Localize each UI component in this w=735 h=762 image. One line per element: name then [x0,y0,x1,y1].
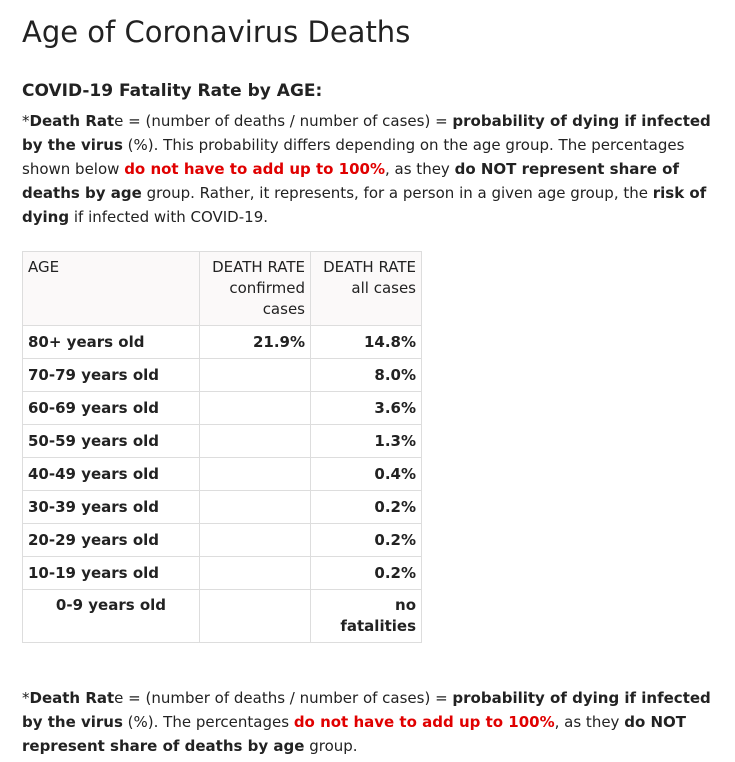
intro-as-they-text: , as they [385,160,455,178]
confirmed-rate-cell [200,458,311,491]
table-row [23,491,422,524]
column-header-age: AGE [23,252,200,326]
intro-probability-definition: probability of dying if infected by the virus [22,112,711,154]
confirmed-rate-cell [200,359,311,392]
footer-formula-text: e = (number of deaths / number of cases) = [114,689,453,707]
intro-explanation-text: (%). This probability differs depending on the age group. The percentages shown below [22,136,685,178]
footer-death-rate-term: Death Rat [29,689,115,707]
section-heading: COVID-19 Fatality Rate by AGE: [22,81,323,101]
table-body [23,326,422,643]
all-rate-cell: 0.2% [311,524,422,557]
confirmed-rate-cell [200,524,311,557]
column-header-all [311,252,422,326]
intro-rather-text: group. Rather, it represents, for a person in a given age group, the [141,184,653,202]
age-cell: 70-79 years old [23,359,200,392]
table-row [23,425,422,458]
all-rate-cell: 14.8% [311,326,422,359]
table-row [23,458,422,491]
confirmed-rate-cell [200,425,311,458]
table-row [23,359,422,392]
confirmed-rate-cell [200,557,311,590]
footer-not-share-text: do NOT represent share of deaths by age [22,713,687,755]
table-header [23,252,422,326]
intro-risk-term: risk of dying [22,184,707,226]
intro-formula-text: e = (number of deaths / number of cases) = [114,112,453,130]
table-header-row [23,252,422,326]
footer-paragraph [22,686,713,758]
footer-probability-definition: probability of dying if infected by the virus [22,689,711,731]
fatality-rate-table [22,251,422,643]
age-cell: 60-69 years old [23,392,200,425]
age-cell: 0-9 years old [23,590,200,643]
table-row [23,392,422,425]
intro-not-share-text: do NOT represent share of deaths by age [22,160,680,202]
all-rate-cell: 0.2% [311,491,422,524]
confirmed-rate-cell [200,392,311,425]
table-row [23,326,422,359]
intro-paragraph [22,109,713,229]
age-cell: 30-39 years old [23,491,200,524]
intro-not-add-up-warning: do not have to add up to 100% [124,160,385,178]
intro-closing-text: if infected with COVID-19. [69,208,269,226]
footer-asterisk: * [22,689,30,707]
age-cell: 50-59 years old [23,425,200,458]
column-header-confirmed [200,252,311,326]
all-rate-cell: 1.3% [311,425,422,458]
all-rate-cell: 0.2% [311,557,422,590]
intro-asterisk: * [22,112,30,130]
table-row [23,557,422,590]
page-title: Age of Coronavirus Deaths [22,15,411,49]
table-row [23,524,422,557]
confirmed-rate-cell: 21.9% [200,326,311,359]
all-rate-cell: 0.4% [311,458,422,491]
age-cell: 10-19 years old [23,557,200,590]
footer-percentages-text: (%). The percentages [122,713,294,731]
all-rate-cell: 3.6% [311,392,422,425]
column-header-all-line1: DEATH RATE [323,258,416,276]
age-cell: 20-29 years old [23,524,200,557]
table-row [23,590,422,643]
intro-death-rate-term: Death Rat [29,112,115,130]
age-cell: 80+ years old [23,326,200,359]
footer-not-add-up-warning: do not have to add up to 100% [293,713,555,731]
all-rate-cell: no fatalities [311,590,422,643]
footer-as-they-text: , as they [554,713,625,731]
column-header-confirmed-line1: DEATH RATE [212,258,305,276]
age-cell: 40-49 years old [23,458,200,491]
all-rate-cell: 8.0% [311,359,422,392]
confirmed-rate-cell [200,590,311,643]
column-header-all-line2: all cases [351,279,416,297]
column-header-confirmed-line2: confirmed cases [229,279,305,318]
footer-closing-text: group. [304,737,358,755]
confirmed-rate-cell [200,491,311,524]
